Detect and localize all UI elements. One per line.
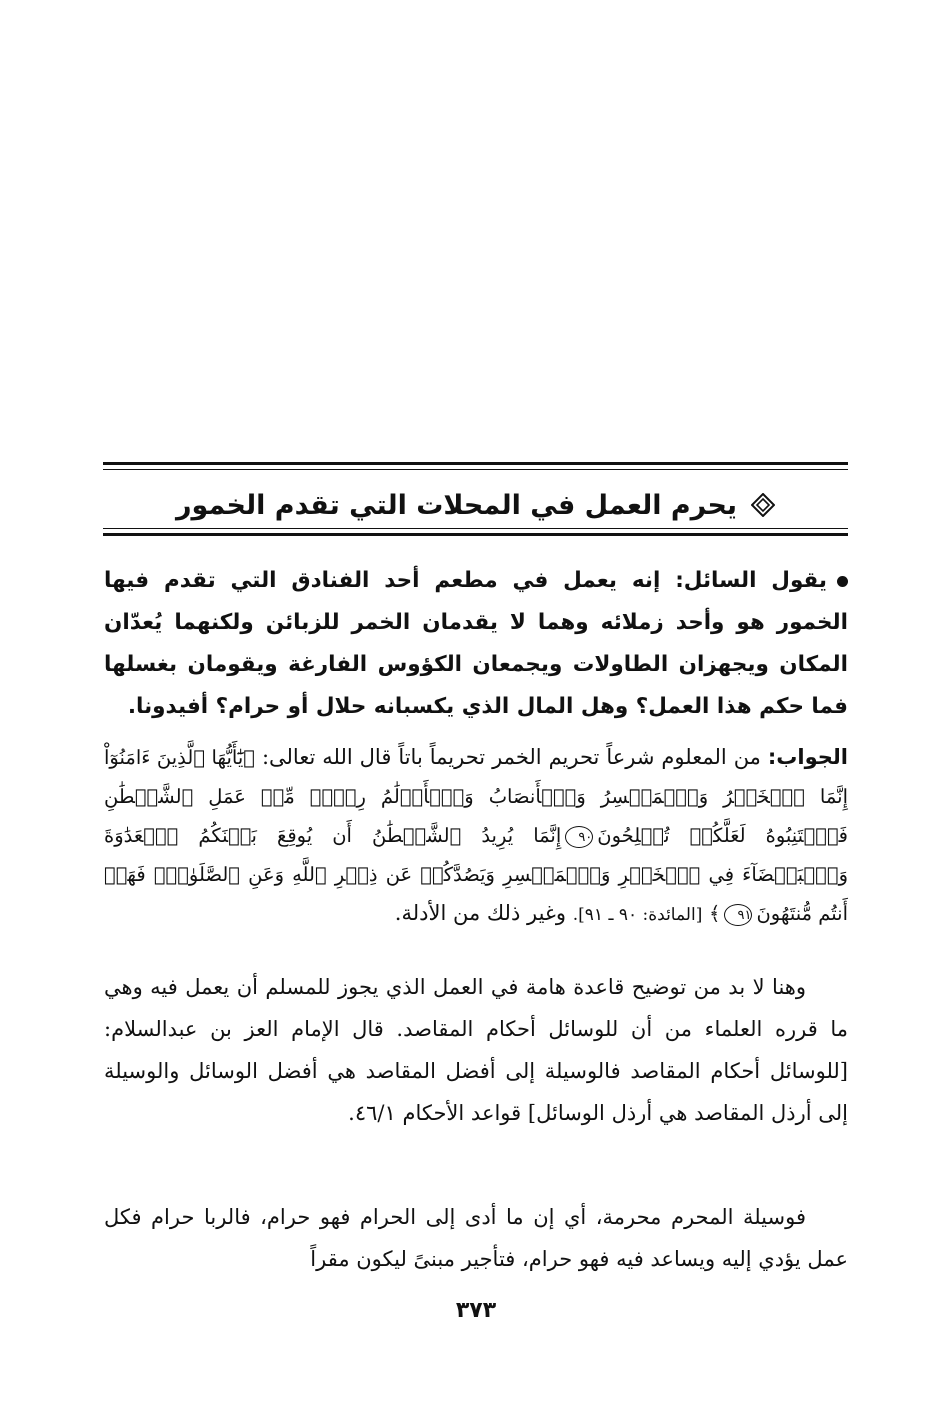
body-paragraph — [104, 1196, 848, 1280]
answer-paragraph — [104, 738, 848, 934]
thin-rule — [103, 528, 848, 529]
diamond-ornament-icon — [751, 493, 775, 517]
verse-reference: [المائدة: ٩٠ ـ ٩١]. — [572, 905, 703, 925]
aya-number-marker: ٩١ — [724, 904, 752, 926]
question-label: يقول السائل: — [675, 568, 827, 593]
thin-rule — [103, 469, 848, 470]
quran-verse-close: ﴾ — [709, 902, 721, 925]
body-paragraph — [104, 966, 848, 1134]
bullet-icon — [837, 576, 848, 587]
section-heading — [103, 482, 848, 528]
thick-rule — [103, 462, 848, 465]
answer-intro: من المعلوم شرعاً تحريم الخمر تحريماً باتاً قال الله تعالى: — [261, 745, 761, 769]
paragraph-text: فوسيلة المحرم محرمة، أي إن ما أدى إلى الحرام فهو حرام، فالربا حرام فكل عمل يؤدي إليه ويساعد فيه فهو حرام، فتأجير مبنىً ليكون مقراً — [104, 1205, 848, 1271]
heading-bottom-rule — [103, 528, 848, 536]
question-paragraph — [104, 560, 848, 728]
aya-number-marker: ٩٠ — [565, 826, 593, 848]
thick-rule — [103, 533, 848, 536]
paragraph-text: وهنا لا بد من توضيح قاعدة هامة في العمل الذي يجوز للمسلم أن يعمل فيه وهي ما قرره العلماء من أن للوسائل أحكام المقاصد. قال الإمام العز بن عبدالسلام: [للوسائل أحكام المقاصد فالوسيلة إلى أفضل المقاصد هي أفضل الوسائل والوسيلة إلى أرذل المقاصد هي أرذل الوسائل] قواعد الأحكام ٤٦/١. — [104, 975, 848, 1125]
quran-verse-part2: إِنَّمَا يُرِيدُ ٱلشَّيۡطَٰنُ أَن يُوقِعَ بَيۡنَكُمُ ٱلۡعَدَٰوَةَ وَٱلۡبَغۡضَآءَ فِي ٱلۡخَمۡرِ وَٱلۡمَيۡسِرِ وَيَصُدَّكُمۡ عَن ذِكۡرِ ٱللَّهِ وَعَنِ ٱلصَّلَوٰةِۖ فَهَلۡ أَنتُم مُّنتَهُونَ — [104, 824, 848, 925]
heading-top-rule — [103, 462, 848, 470]
section-title: يحرم العمل في المحلات التي تقدم الخمور — [175, 489, 738, 521]
answer-label: الجواب: — [767, 745, 848, 769]
page-number: ٣٧٣ — [455, 1298, 497, 1323]
answer-outro: وغير ذلك من الأدلة. — [394, 901, 567, 925]
question-text: إنه يعمل في مطعم أحد الفنادق التي تقدم فيها الخمور هو وأحد زملائه وهما لا يقدمان الخمر للزبائن ولكنهما يُعدّان المكان ويجهزان الطاولات ويجمعان الكؤوس الفارغة ويقومان بغسلها فما حكم هذا العمل؟ وهل المال الذي يكسبانه حلال أو حرام؟ أفيدونا. — [104, 568, 848, 719]
quran-verse-part1: ﴿يَٰٓأَيُّهَا ٱلَّذِينَ ءَامَنُوٓاْ إِنَّمَا ٱلۡخَمۡرُ وَٱلۡمَيۡسِرُ وَٱلۡأَنصَابُ وَٱلۡأَزۡلَٰمُ رِجۡسٞ مِّنۡ عَمَلِ ٱلشَّيۡطَٰنِ فَٱجۡتَنِبُوهُ لَعَلَّكُمۡ تُفۡلِحُونَ — [104, 746, 848, 847]
